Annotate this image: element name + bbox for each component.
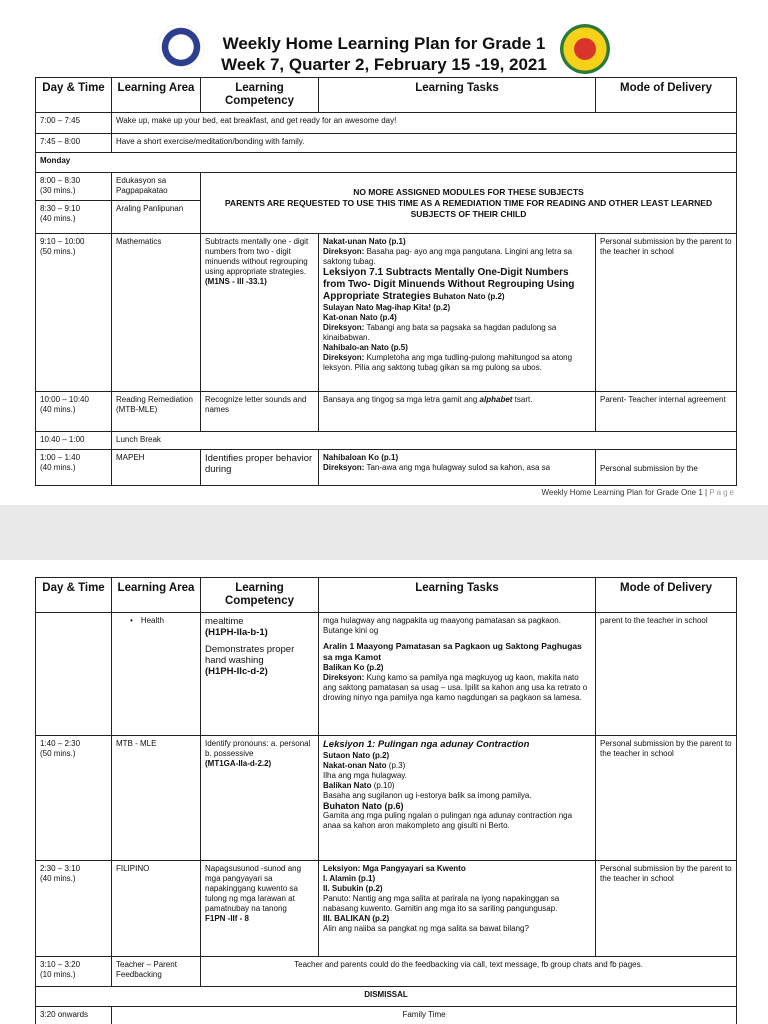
area-cell: Mathematics (112, 234, 201, 392)
time-cell: 9:10 – 10:00 (50 mins.) (36, 234, 112, 392)
time-cell: 8:30 – 9:10 (40 mins.) (36, 201, 112, 234)
tasks-cell: Nakat-unan Nato (p.1) Direksyon: Basaha pag- ayo ang mga pangutana. Lingini ang letra sa saktong tubag. Leksiyon 7.1 Subtracts Mentally One-Digit Numbers from Two- Digit Minuends Without Regrouping Using Appropriate Strategies Buhaton Nato (p.2) Sulayan Nato Mag-ihap Kita! (p.2) Kat-onan Nato (p.4) Direksyon: Tabangi ang bata sa pagsaka sa hagdan padulong sa kinaibabwan. Nahibalo-an Nato (p.5) Direksyon: Kumpletoha ang mga tudling-pulong mahitungod sa atong leksyon. Pilia ang saktong tubag gikan sa mg pulong sa ubos. (319, 234, 596, 392)
tasks-cell: Leksiyon 1: Pulingan nga adunay Contraction Sutaon Nato (p.2) Nakat-onan Nato (p.3) Ilha ang mga hulagway. Balikan Nato (p.10) Basaha ang sugilanon ug i-estorya balik sa imong pamilya. Buhaton Nato (p.6) Gamita ang mga puling ngalan o pulingan nga adunay contraction nga anaa sa kahon aron makompleto ang gisulti ni Berto. (319, 736, 596, 861)
time-cell (36, 613, 112, 736)
area-cell: Edukasyon sa Pagpapakatao (112, 173, 201, 201)
header-row (36, 78, 737, 113)
learning-plan-table-1 (35, 77, 737, 486)
table-row (36, 173, 737, 201)
area-cell: Araling Panlipunan (112, 201, 201, 234)
col-header-competency: Learning Competency (201, 578, 319, 613)
col-header-tasks: Learning Tasks (319, 578, 596, 613)
competency-cell: Identify pronouns: a. personal b. possessive (MT1GA-IIa-d-2.2) (201, 736, 319, 861)
feedback-cell: Teacher and parents could do the feedbacking via call, text message, fb group chats and fb pages. (201, 957, 737, 987)
col-header-competency: Learning Competency (201, 78, 319, 113)
col-header-learning-area: Learning Area (112, 78, 201, 113)
col-header-day-time: Day & Time (36, 578, 112, 613)
table-row (36, 113, 737, 134)
area-cell: MTB - MLE (112, 736, 201, 861)
day-label: Monday (36, 153, 737, 173)
learning-plan-table-2 (35, 577, 737, 1024)
page-title-line1: Weekly Home Learning Plan for Grade 1 (222, 34, 546, 53)
time-cell: 3:20 onwards (36, 1007, 112, 1024)
time-cell: 7:00 – 7:45 (36, 113, 112, 134)
table-row-mtb (36, 736, 737, 861)
mode-cell: Personal submission by the (596, 450, 737, 486)
area-cell: Reading Remediation (MTB-MLE) (112, 392, 201, 432)
time-cell: 1:40 – 2:30 (50 mins.) (36, 736, 112, 861)
header-row (36, 578, 737, 613)
area-cell: Teacher – Parent Feedbacking (112, 957, 201, 987)
mode-cell: Parent- Teacher internal agreement (596, 392, 737, 432)
table-row-feedback (36, 957, 737, 987)
time-cell: 10:00 – 10:40 (40 mins.) (36, 392, 112, 432)
competency-cell: mealtime (H1PH-IIa-b-1) Demonstrates proper hand washing (H1PH-IIc-d-2) (201, 613, 319, 736)
time-cell: 7:45 – 8:00 (36, 134, 112, 153)
table-row-family (36, 1007, 737, 1024)
area-cell: MAPEH (112, 450, 201, 486)
document-page-1 (0, 0, 768, 505)
time-cell: 8:00 – 8:30 (30 mins.) (36, 173, 112, 201)
area-cell: FILIPINO (112, 861, 201, 957)
tasks-cell: Leksiyon: Mga Pangyayari sa Kwento I. Alamin (p.1) II. Subukin (p.2) Panuto: Nantig ang mga salita at parirala na iyong napakinggan sa nabasang kuwento. Gamitin ang mga ito sa sariling pangungusap. III. BALIKAN (p.2) Alin ang naiiba sa pangkat ng mga salita sa bawat bilang? (319, 861, 596, 957)
time-cell: 2:30 – 3:10 (40 mins.) (36, 861, 112, 957)
competency-cell: Recognize letter sounds and names (201, 392, 319, 432)
document-page-2 (0, 560, 768, 1024)
table-row-lunch (36, 432, 737, 450)
table-row (36, 134, 737, 153)
activity-cell: Wake up, make up your bed, eat breakfast, and get ready for an awesome day! (112, 113, 737, 134)
col-header-mode: Mode of Delivery (596, 578, 737, 613)
area-cell: • Health (112, 613, 201, 736)
mode-cell: Personal submission by the parent to the teacher in school (596, 234, 737, 392)
table-row-filipino (36, 861, 737, 957)
col-header-day-time: Day & Time (36, 78, 112, 113)
mode-cell: Personal submission by the parent to the teacher in school (596, 736, 737, 861)
dismissal-label: DISMISSAL (36, 987, 737, 1007)
activity-cell: Have a short exercise/meditation/bonding with family. (112, 134, 737, 153)
table-row-health (36, 613, 737, 736)
time-cell: 10:40 – 1:00 (36, 432, 112, 450)
page-footer: Weekly Home Learning Plan for Grade One 1 | Page (541, 488, 736, 497)
tasks-cell: mga hulagway ang nagpakita ug maayong pamatasan sa pagkaon. Butange kini og Aralin 1 Maayong Pamatasan sa Pagkaon ug Saktong Paghugas sa mga Kamot Balikan Ko (p.2) Direksyon: Kung kamo sa pamilya nga magkuyog ug kaon, makita nato ang saktong pamatasan sa usag – usa. Ipilit sa kahon ang usa ka retrato o drowing ninyo nga pamilya nga kamo nagdungan sa pagkaon sa lamesa. (319, 613, 596, 736)
dismissal-row (36, 987, 737, 1007)
table-row-mapeh (36, 450, 737, 486)
page-title-line2: Week 7, Quarter 2, February 15 -19, 2021 (221, 55, 547, 74)
activity-cell: Family Time (112, 1007, 737, 1024)
mode-cell: Personal submission by the parent to the teacher in school (596, 861, 737, 957)
remediation-notice: NO MORE ASSIGNED MODULES FOR THESE SUBJECTS PARENTS ARE REQUESTED TO USE THIS TIME AS A REMEDIATION TIME FOR READING AND OTHER LEAST LEARNED SUBJECTS OF THEIR CHILD (201, 173, 737, 234)
col-header-tasks: Learning Tasks (319, 78, 596, 113)
tasks-cell: Bansaya ang tingog sa mga letra gamit ang alphabet tsart. (319, 392, 596, 432)
tasks-cell: Nahibaloan Ko (p.1) Direksyon: Tan-awa ang mga hulagway sulod sa kahon, asa sa (319, 450, 596, 486)
table-row-reading (36, 392, 737, 432)
competency-cell: Napagsusunod -sunod ang mga pangyayari sa napakinggang kuwento sa tulong ng mga larawan at pamatnubay na tanong F1PN -IIf - 8 (201, 861, 319, 957)
table-row-mathematics (36, 234, 737, 392)
day-row (36, 153, 737, 173)
activity-cell: Lunch Break (112, 432, 737, 450)
time-cell: 3:10 – 3:20 (10 mins.) (36, 957, 112, 987)
time-cell: 1:00 – 1:40 (40 mins.) (36, 450, 112, 486)
col-header-mode: Mode of Delivery (596, 78, 737, 113)
col-header-learning-area: Learning Area (112, 578, 201, 613)
mode-cell: parent to the teacher in school (596, 613, 737, 736)
competency-cell: Subtracts mentally one - digit numbers from two - digit minuends without regrouping using appropriate strategies. (M1NS - III -33.1) (201, 234, 319, 392)
competency-cell: Identifies proper behavior during (201, 450, 319, 486)
